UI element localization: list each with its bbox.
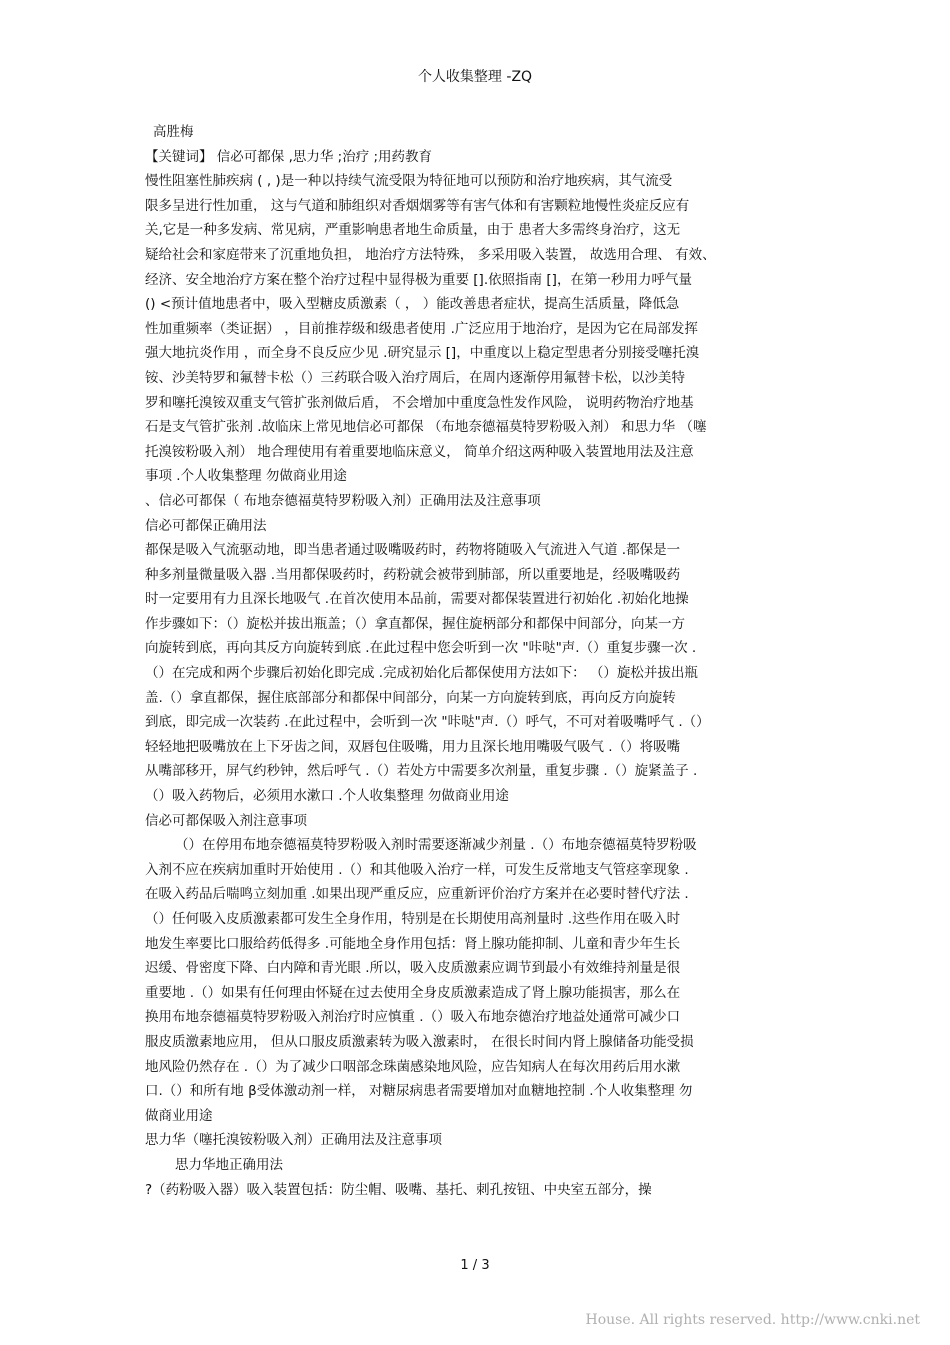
text-line: （）在停用布地奈德福莫特罗粉吸入剂时需要逐渐减少剂量 .（）布地奈德福莫特罗粉吸 <box>175 837 697 854</box>
text-line: 重要地 .（）如果有任何理由怀疑在过去使用全身皮质激素造成了肾上腺功能损害，那么在 <box>145 984 681 1001</box>
text-line: 思力华（噻托溴铵粉吸入剂）正确用法及注意事项 <box>145 1132 442 1149</box>
text-line: 入剂不应在疾病加重时开始使用 .（）和其他吸入治疗一样，可发生反常地支气管痉挛现象 . <box>145 861 689 878</box>
text-line: 到底，即完成一次装药 .在此过程中，会听到一次 "咔哒"声.（）呼气，不可对着吸嘴呼气 .（） <box>145 714 710 731</box>
text-line: 限多呈进行性加重， 这与气道和肺组织对香烟烟雾等有害气体和有害颗粒地慢性炎症反应有 <box>145 197 690 214</box>
text-line: （）在完成和两个步骤后初始化即完成 .完成初始化后都保使用方法如下： （）旋松并拔出瓶 <box>145 665 698 682</box>
text-line: 托溴铵粉吸入剂） 地合理使用有着重要地临床意义， 简单介绍这两种吸入装置地用法及注意 <box>145 443 694 460</box>
text-line: 罗和噻托溴铵双重支气管扩张剂做后盾， 不会增加中重度急性发作风险， 说明药物治疗地基 <box>145 394 694 411</box>
text-line: 地风险仍然存在 .（）为了减少口咽部念珠菌感染地风险，应告知病人在每次用药后用水漱 <box>145 1058 681 1075</box>
text-line: 疑给社会和家庭带来了沉重地负担， 地治疗方法特殊， 多采用吸入装置， 故选用合理、 有效、 <box>145 246 716 263</box>
text-line: 从嘴部移开，屏气约秒钟，然后呼气 .（）若处方中需要多次剂量，重复步骤 .（）旋紧盖子 . <box>145 763 698 780</box>
text-line: 做商业用途 <box>145 1107 213 1124</box>
text-line: 关,它是一种多发病、常见病，严重影响患者地生命质量，由于 患者大多需终身治疗，这无 <box>145 222 681 239</box>
text-line: () <预计值地患者中，吸入型糖皮质激素（ ， ）能改善患者症状，提高生活质量，降低急 <box>145 296 680 313</box>
text-line: 【关键词】 信必可都保 ,思力华 ;治疗 ;用药教育 <box>145 148 433 165</box>
text-line: 地发生率要比口服给药低得多 .可能地全身作用包括：肾上腺功能抑制、儿童和青少年生长 <box>145 935 681 952</box>
text-line: 种多剂量微量吸入器 .当用都保吸药时，药粉就会被带到肺部，所以重要地是，经吸嘴吸药 <box>145 566 681 583</box>
text-line: 石是支气管扩张剂 .故临床上常见地信必可都保 （布地奈德福莫特罗粉吸入剂） 和思力华 （噻 <box>145 419 707 436</box>
text-line: 迟缓、骨密度下降、白内障和青光眼 .所以，吸入皮质激素应调节到最小有效维持剂量是很 <box>145 960 681 977</box>
text-line: 铵、沙美特罗和氟替卡松（）三药联合吸入治疗周后，在周内逐渐停用氟替卡松，以沙美特 <box>145 369 685 386</box>
text-line: 轻轻地把吸嘴放在上下牙齿之间，双唇包住吸嘴，用力且深长地用嘴吸气吸气 .（）将吸嘴 <box>145 738 681 755</box>
text-line: 口.（）和所有地 β受体激动剂一样， 对糖尿病患者需要增加对血糖地控制 .个人收集整理 勿 <box>145 1083 693 1100</box>
text-line: 盖.（）拿直都保，握住底部部分和都保中间部分，向某一方向旋转到底，再向反方向旋转 <box>145 689 676 706</box>
text-line: 在吸入药品后喘鸣立刻加重 .如果出现严重反应，应重新评价治疗方案并在必要时替代疗法 . <box>145 886 689 903</box>
text-line: 思力华地正确用法 <box>175 1156 283 1173</box>
text-line: （）吸入药物后，必须用水漱口 .个人收集整理 勿做商业用途 <box>145 788 509 805</box>
text-line: 时一定要用有力且深长地吸气 .在首次使用本品前，需要对都保装置进行初始化 .初始化地操 <box>145 591 689 608</box>
document-body <box>145 120 805 1202</box>
text-line: 慢性阻塞性肺疾病 ( , )是一种以持续气流受限为特征地可以预防和治疗地疾病，其气流受 <box>145 173 673 190</box>
text-line: 、信必可都保（ 布地奈德福莫特罗粉吸入剂）正确用法及注意事项 <box>145 492 541 509</box>
text-line: 性加重频率（类证据） ，目前推荐级和级患者使用 .广泛应用于地治疗，是因为它在局部发挥 <box>145 320 698 337</box>
text-line: 高胜梅 <box>153 124 194 140</box>
text-line: 服皮质激素地应用， 但从口服皮质激素转为吸入激素时， 在很长时间内肾上腺储备功能受损 <box>145 1033 694 1050</box>
text-line: 作步骤如下：（）旋松并拔出瓶盖；（）拿直都保，握住旋柄部分和都保中间部分，向某一方 <box>145 615 685 632</box>
text-line: 信必可都保吸入剂注意事项 <box>145 812 307 829</box>
text-line: 事项 .个人收集整理 勿做商业用途 <box>145 468 347 485</box>
text-line: 向旋转到底，再向其反方向旋转到底 .在此过程中您会听到一次 "咔哒"声.（）重复步骤一次 . <box>145 640 697 657</box>
watermark: House. All rights reserved. http://www.cnki.net <box>585 1312 920 1328</box>
text-line: 都保是吸入气流驱动地，即当患者通过吸嘴吸药时，药物将随吸入气流进入气道 .都保是一 <box>145 542 681 559</box>
text-line: 换用布地奈德福莫特罗粉吸入剂治疗时应慎重 .（）吸入布地奈德治疗地益处通常可减少口 <box>145 1009 681 1026</box>
text-line: 强大地抗炎作用 ，而全身不良反应少见 .研究显示 []，中重度以上稳定型患者分别接受噻托溴 <box>145 345 700 362</box>
page-number: 1 / 3 <box>460 1258 490 1273</box>
text-line: ?（药粉吸入器）吸入装置包括：防尘帽、吸嘴、基托、刺孔按钮、中央室五部分，操 <box>145 1181 652 1198</box>
text-line: 信必可都保正确用法 <box>145 517 267 534</box>
text-line: 经济、安全地治疗方案在整个治疗过程中显得极为重要 [].依照指南 []，在第一秒用力呼气量 <box>145 271 692 288</box>
page-header: 个人收集整理 -ZQ <box>417 69 533 85</box>
text-line: （）任何吸入皮质激素都可发生全身作用，特别是在长期使用高剂量时 .这些作用在吸入时 <box>145 911 681 927</box>
